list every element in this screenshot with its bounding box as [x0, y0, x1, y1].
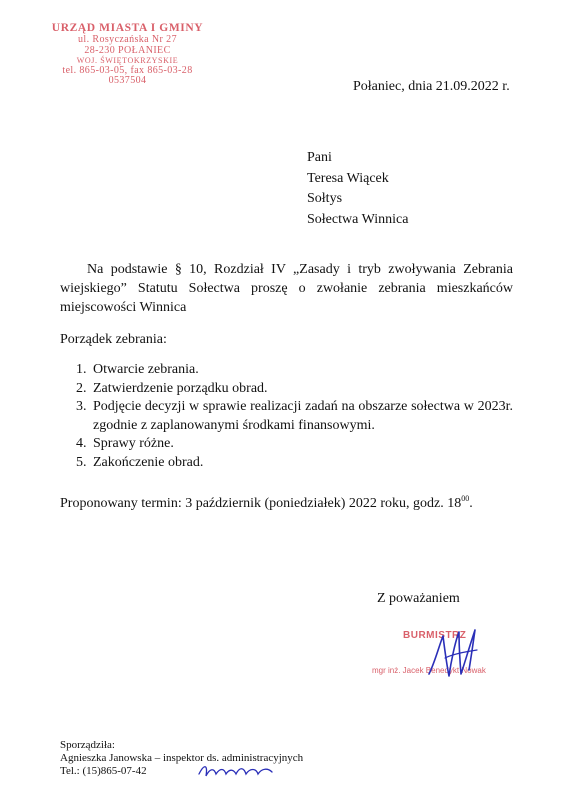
list-item [60, 398, 513, 435]
agenda-title: Porządek zebrania: [60, 332, 167, 347]
stamp-phone: tel. 865-03-05, fax 865-03-28 [62, 64, 193, 76]
recipient-role: Sołtys [307, 191, 343, 206]
agenda-item-text: Podjęcie decyzji w sprawie realizacji zadań na obszarze sołectwa w 2023r. zgodnie z zaplanowanymi środkami finansowymi. [93, 399, 513, 433]
agenda-list [60, 361, 513, 472]
list-item [60, 454, 513, 473]
prepared-by-phone: Tel.: (15)865-07-42 [60, 765, 147, 777]
agenda-item-text: Otwarcie zebrania. [93, 362, 199, 377]
handwritten-signature [425, 622, 485, 682]
agenda-item-number: 5. [76, 454, 87, 470]
closing-phrase: Z poważaniem [377, 591, 460, 606]
author-signature [196, 760, 276, 782]
proposed-date [60, 494, 473, 512]
list-item [60, 361, 513, 380]
proposal-text: Proponowany termin: 3 październik (poniedziałek) 2022 roku, godz. 18 [60, 496, 462, 511]
stamp-regon: 0537504 [108, 75, 147, 86]
proposal-time-minutes: 00 [461, 494, 470, 503]
stamp-title: URZĄD MIASTA I GMINY [51, 22, 204, 34]
body-paragraph: Na podstawie § 10, Rozdział IV „Zasady i tryb zwoływania Zebrania wiejskiego” Statutu Sołectwa proszę o zwołanie zebrania mieszkańców miejscowości Winnica [60, 262, 513, 315]
signature-stamp-name: mgr inż. Jacek Benedykt Nowak [372, 666, 486, 675]
signature-stamp-title: BURMISTRZ [403, 630, 467, 641]
agenda-item-number: 4. [76, 436, 87, 451]
agenda-item-text: Sprawy różne. [93, 436, 174, 451]
agenda-item-number: 1. [76, 362, 87, 377]
agenda-item-text: Zakończenie obrad. [93, 454, 204, 470]
prepared-by-author: Agnieszka Janowska – inspektor ds. administracyjnych [60, 752, 304, 764]
prepared-by-label: Sporządziła: [60, 739, 115, 751]
recipient-name: Teresa Wiącek [307, 170, 389, 186]
document-date: Połaniec, dnia 21.09.2022 r. [353, 79, 510, 94]
office-stamp [40, 22, 215, 87]
list-item [60, 380, 513, 399]
stamp-postal: 28-230 POŁANIEC [84, 44, 171, 56]
stamp-region: WOJ. ŚWIĘTOKRZYSKIE [76, 56, 179, 65]
agenda-item-number: 3. [76, 399, 87, 414]
recipient-block [307, 148, 408, 230]
agenda-item-number: 2. [76, 380, 87, 396]
list-item [60, 435, 513, 454]
agenda-item-text: Zatwierdzenie porządku obrad. [93, 380, 268, 396]
recipient-unit: Sołectwa Winnica [307, 211, 409, 227]
recipient-salutation: Pani [307, 150, 332, 165]
proposal-end: . [469, 496, 473, 511]
stamp-street: ul. Rosyczańska Nr 27 [78, 34, 177, 45]
